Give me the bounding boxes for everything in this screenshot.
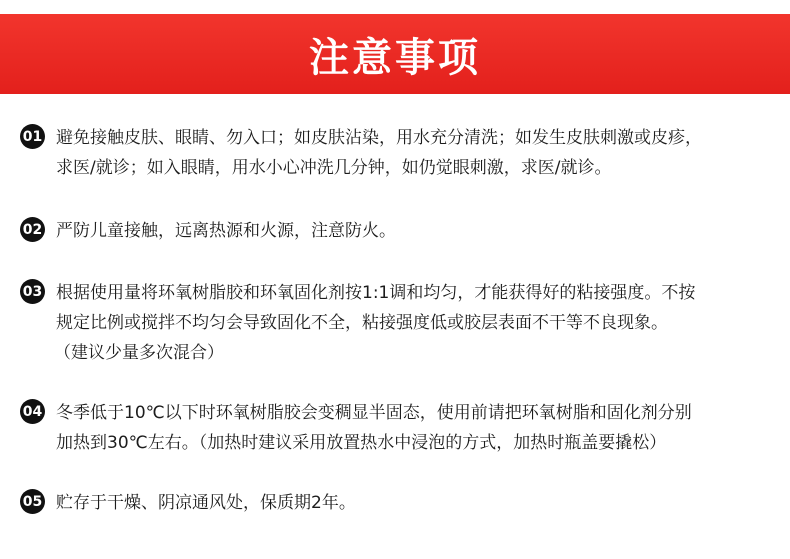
item-number-badge: 03: [20, 279, 45, 304]
notice-item-2: [20, 216, 770, 246]
item-number-badge: 01: [20, 124, 45, 149]
notice-item-3: [20, 278, 770, 368]
item-text-line: 贮存于干燥、阴凉通风处，保质期2年。: [56, 493, 356, 513]
item-text-line: 加热到30℃左右。（加热时建议采用放置热水中浸泡的方式，加热时瓶盖要撬松）: [56, 433, 667, 453]
item-text: [56, 488, 770, 518]
item-number-badge: 02: [20, 217, 45, 242]
item-text-line: 冬季低于10℃以下时环氧树脂胶会变稠显半固态，使用前请把环氧树脂和固化剂分别: [56, 403, 692, 423]
item-number-badge: 04: [20, 399, 45, 424]
notice-item-4: [20, 398, 770, 458]
item-text: [56, 398, 770, 458]
item-text-line: （建议少量多次混合）: [54, 343, 224, 363]
page-title: 注意事项: [309, 34, 481, 81]
notice-item-1: [20, 123, 770, 183]
item-text: [56, 123, 770, 183]
item-text: [56, 278, 770, 368]
item-text-line: 严防儿童接触，远离热源和火源，注意防火。: [56, 221, 396, 241]
title-banner: [0, 14, 790, 94]
item-text: [56, 216, 770, 246]
item-text-line: 求医/就诊；如入眼睛，用水小心冲洗几分钟，如仍觉眼刺激，求医/就诊。: [56, 158, 612, 178]
notice-item-5: [20, 488, 770, 518]
item-text-line: 避免接触皮肤、眼睛、勿入口；如皮肤沾染，用水充分清洗；如发生皮肤刺激或皮疹，: [56, 128, 702, 148]
item-text-line: 根据使用量将环氧树脂胶和环氧固化剂按1:1调和均匀，才能获得好的粘接强度。不按: [56, 283, 696, 303]
item-number-badge: 05: [20, 489, 45, 514]
item-text-line: 规定比例或搅拌不均匀会导致固化不全，粘接强度低或胶层表面不干等不良现象。: [56, 313, 668, 333]
